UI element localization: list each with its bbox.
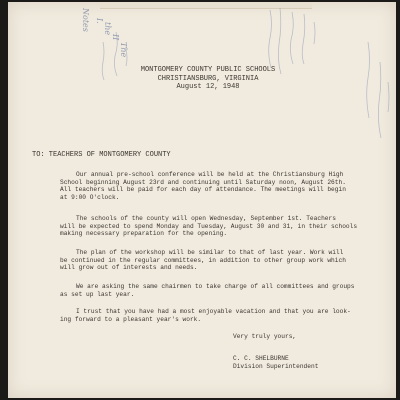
letter-page [8,2,396,398]
letterhead-location: CHRISTIANSBURG, VIRGINIA [157,74,259,83]
paragraph-line: We are asking the same chairmen to take charge of all committees and groups [76,283,355,290]
signature-title: Division Superintendent [233,363,319,370]
paragraph-line: will grow out of interests and needs. [60,264,198,272]
paragraph-line: The schools of the county will open Wednesday, September 1st. Teachers [76,215,336,222]
letterhead-organization: MONTGOMERY COUNTY PUBLIC SCHOOLS [140,66,276,74]
paragraph-opening [60,215,360,238]
handwritten-note-line: I. [95,18,104,24]
paragraph-line: ing forward to a pleasant year's work. [60,315,202,323]
paragraph-conference [60,171,360,202]
paragraph-line: The plan of the workshop will be similar to that of last year. Work will [76,249,344,256]
paragraph-line: I trust that you have had a most enjoyable vacation and that you are look- [76,308,351,315]
paragraph-line: All teachers will be paid for each day of attendance. The meetings will begin [60,186,346,194]
handwritten-note-line: the [103,22,112,36]
paragraph-vacation [60,308,360,323]
letterhead [128,66,288,92]
handwritten-note-header: Notes [81,8,90,32]
closing: Very truly yours, [233,333,297,340]
salutation: TO: TEACHERS OF MONTGOMERY COUNTY [32,151,171,159]
paragraph-workshop [60,249,360,272]
paragraph-line: making necessary preparation for the opening. [60,230,228,238]
handwritten-note-line: II [111,34,120,41]
signature-name: C. C. SHELBURNE [233,355,289,362]
paragraph-line: will be expected to spend Monday and Tuesday, August 30 and 31, in their schools [60,222,358,230]
paragraph-line: as set up last year. [60,290,135,298]
paragraph-line: be continued in the regular committees, in addition to other group work which [60,256,346,264]
paragraph-line: Our annual pre-school conference will be held at the Christiansburg High [76,171,344,178]
paragraph-chairmen [60,283,360,298]
paragraph-line: School beginning August 23rd and continuing until Saturday noon, August 26th. [60,178,346,186]
letter-date: August 12, 1948 [176,83,240,91]
paragraph-line: at 9:00 O'clock. [60,194,120,202]
handwritten-note-line: The [119,42,128,58]
